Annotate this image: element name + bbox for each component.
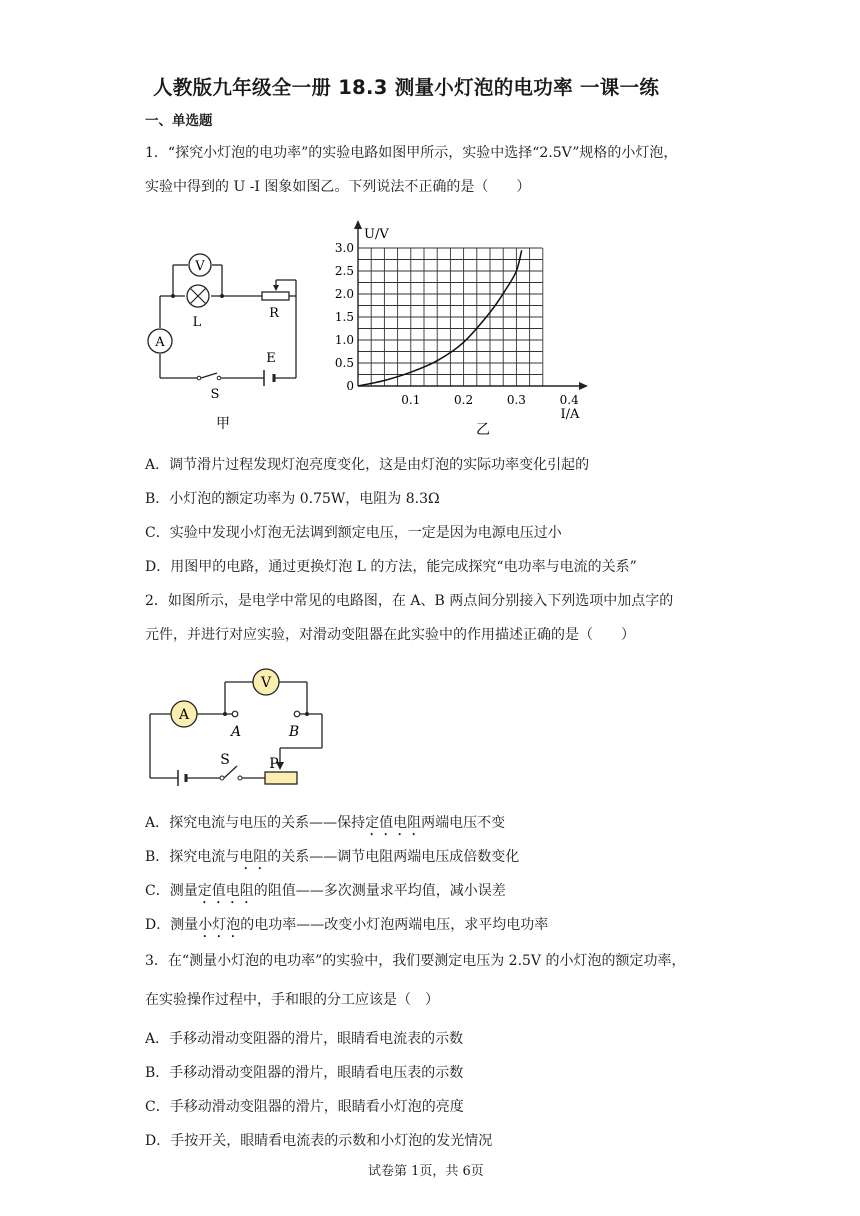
q2-circuit-diagram — [140, 660, 315, 790]
chart-axes — [354, 220, 588, 390]
y-tick-label: 0.5 — [334, 356, 354, 370]
y-tick-label: 1.0 — [334, 333, 354, 347]
svg-text:A: A — [155, 335, 165, 350]
y-axis-arrow — [354, 220, 362, 229]
x-axis-arrow — [579, 382, 588, 390]
q2-option-c — [145, 881, 506, 907]
q2-option-a-text1: A．探究电流与电压的关系——保持 — [145, 815, 366, 831]
q2-option-a-dotted: 定值电阻 — [365, 815, 422, 831]
q1-ui-chart — [320, 220, 600, 440]
x-axis-label: I/A — [560, 407, 580, 422]
label-E: E — [266, 351, 276, 366]
q1-option-c: C．实验中发现小灯泡无法调到额定电压，一定是因为电源电压过小 — [145, 525, 562, 541]
voltmeter-icon — [189, 254, 211, 276]
q2-option-a — [145, 813, 505, 839]
label-S: S — [220, 752, 230, 768]
x-tick-label: 0.4 — [559, 393, 579, 407]
y-tick-label: 0 — [346, 379, 354, 393]
point-b-label: B — [288, 724, 300, 740]
section-heading: 一、单选题 — [145, 113, 213, 129]
q1-option-a: A．调节滑片过程发现灯泡亮度变化，这是由灯泡的实际功率变化引起的 — [145, 457, 590, 473]
q2-option-b-dotted: 电阻 — [239, 849, 268, 865]
q3-option-d: D．手按开关，眼睛看电流表的示数和小灯泡的发光情况 — [145, 1133, 493, 1149]
x-tick-label: 0.1 — [401, 393, 421, 407]
point-a-label: A — [230, 724, 242, 740]
q2-stem-line1: 2．如图所示，是电学中常见的电路图，在 A、B 两点间分别接入下列选项中加点字的 — [145, 593, 674, 609]
q1-stem-line2: 实验中得到的 U -I 图象如图乙。下列说法不正确的是（ ） — [145, 179, 531, 195]
page-footer: 试卷第 1页，共 6页 — [368, 1164, 484, 1179]
y-tick-label: 3.0 — [334, 241, 354, 255]
voltmeter-icon — [253, 669, 279, 695]
label-P: P — [269, 756, 279, 772]
q3-option-c: C．手移动滑动变阻器的滑片，眼睛看小灯泡的亮度 — [145, 1099, 464, 1115]
label-R: R — [269, 306, 279, 321]
y-tick-label: 2.5 — [334, 264, 354, 278]
q1-circuit-diagram — [140, 240, 310, 440]
x-tick-label: 0.2 — [454, 393, 474, 407]
q2-option-d — [145, 915, 548, 941]
page-title: 人教版九年级全一册 18.3 测量小灯泡的电功率 一课一练 — [153, 76, 660, 99]
y-tick-label: 2.0 — [334, 287, 354, 301]
x-tick-label: 0.3 — [506, 393, 526, 407]
y-tick-label: 1.5 — [334, 310, 354, 324]
q3-stem-line2: 在实验操作过程中，手和眼的分工应该是（ ） — [145, 992, 439, 1008]
q2-option-d-text2: 的电功率——改变小灯泡两端电压，求平均电功率 — [240, 917, 549, 933]
lamp-icon — [187, 285, 209, 307]
q3-stem-line1: 3．在“测量小灯泡的电功率”的实验中，我们要测定电压为 2.5V 的小灯泡的额定功率， — [145, 953, 686, 969]
q1-option-b: B．小灯泡的额定功率为 0.75W，电阻为 8.3Ω — [145, 491, 440, 507]
q2-option-d-dotted: 小灯泡 — [198, 917, 241, 933]
q2-option-b-text2: 的关系——调节电阻两端电压成倍数变化 — [267, 849, 520, 865]
svg-text:V: V — [260, 675, 272, 691]
q2-option-a-text2: 两端电压不变 — [421, 815, 506, 831]
q2-option-c-text2: 的阻值——多次测量求平均值，减小误差 — [253, 883, 506, 899]
q2-option-d-text1: D．测量 — [145, 917, 199, 933]
chart-grid — [358, 248, 543, 386]
q2-stem-line2: 元件，并进行对应实验，对滑动变阻器在此实验中的作用描述正确的是（ ） — [145, 627, 635, 643]
q1-option-d: D．用图甲的电路，通过更换灯泡 L 的方法，能完成探究“电功率与电流的关系” — [145, 559, 637, 575]
q2-option-c-dotted: 定值电阻 — [197, 883, 254, 899]
q1-stem-line1: 1．“探究小灯泡的电功率”的实验电路如图甲所示，实验中选择“2.5V”规格的小灯泡， — [145, 145, 678, 161]
figure-caption-jia: 甲 — [216, 416, 230, 432]
y-axis-label: U/V — [364, 227, 389, 242]
svg-text:V: V — [195, 259, 205, 274]
figure-caption-yi: 乙 — [476, 422, 490, 438]
q2-option-c-text1: C．测量 — [145, 883, 198, 899]
label-L: L — [192, 315, 202, 330]
ammeter-icon — [148, 329, 172, 353]
q2-option-b — [145, 847, 519, 873]
svg-text:A: A — [178, 707, 190, 723]
q3-option-a: A．手移动滑动变阻器的滑片，眼睛看电流表的示数 — [145, 1031, 464, 1047]
q3-option-b: B．手移动滑动变阻器的滑片，眼睛看电压表的示数 — [145, 1065, 464, 1081]
q2-option-b-text1: B．探究电流与 — [145, 849, 240, 865]
label-S: S — [210, 387, 220, 402]
ammeter-icon — [171, 701, 197, 727]
